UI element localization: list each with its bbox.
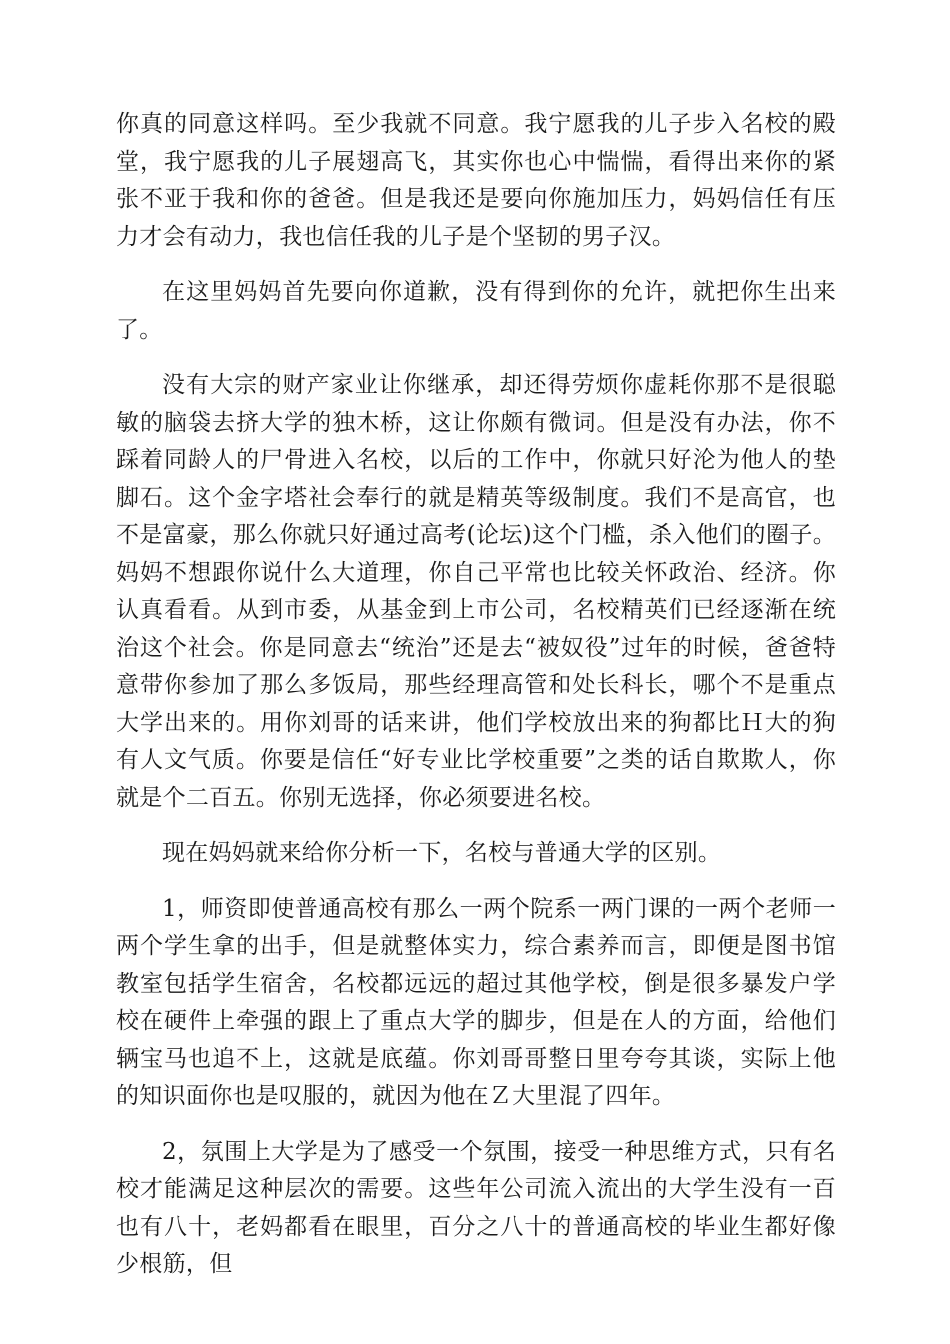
paragraph-6: 2，氛围上大学是为了感受一个氛围，接受一种思维方式，只有名校才能满足这种层次的需要。这些年公司流入流出的大学生没有一百也有八十，老妈都看在眼里，百分之八十的普通高校的毕业生都好像少根筋，但	[116, 1138, 836, 1277]
paragraph-5: 1，师资即使普通高校有那么一两个院系一两门课的一两个老师一两个学生拿的出手，但是就整体实力，综合素养而言，即便是图书馆教室包括学生宿舍，名校都远远的超过其他学校，倒是很多暴发户学校在硬件上牵强的跟上了重点大学的脚步，但是在人的方面，给他们辆宝马也追不上，这就是底蕴。你刘哥哥整日里夸夸其谈，实际上他的知识面你也是叹服的，就因为他在Ｚ大里混了四年。	[116, 895, 836, 1109]
document-page	[116, 106, 836, 1302]
paragraph-2: 在这里妈妈首先要向你道歉，没有得到你的允许，就把你生出来了。	[116, 279, 836, 343]
paragraph-4: 现在妈妈就来给你分析一下，名校与普通大学的区别。	[162, 840, 722, 866]
paragraph-1: 你真的同意这样吗。至少我就不同意。我宁愿我的儿子步入名校的殿堂，我宁愿我的儿子展翅高飞，其实你也心中惴惴，看得出来你的紧张不亚于我和你的爸爸。但是我还是要向你施加压力，妈妈信任有压力才会有动力，我也信任我的儿子是个坚韧的男子汉。	[116, 111, 836, 250]
paragraph-3: 没有大宗的财产家业让你继承，却还得劳烦你虚耗你那不是很聪敏的脑袋去挤大学的独木桥，这让你颇有微词。但是没有办法，你不踩着同龄人的尸骨进入名校，以后的工作中，你就只好沦为他人的垫脚石。这个金字塔社会奉行的就是精英等级制度。我们不是高官，也不是富豪，那么你就只好通过高考(论坛)这个门槛，杀入他们的圈子。妈妈不想跟你说什么大道理，你自己平常也比较关怀政治、经济。你认真看看。从到市委，从基金到上市公司，名校精英们已经逐渐在统治这个社会。你是同意去“统治”还是去“被奴役”过年的时候，爸爸特意带你参加了那么多饭局，那些经理高管和处长科长，哪个不是重点大学出来的。用你刘哥的话来讲，他们学校放出来的狗都比Ｈ大的狗有人文气质。你要是信任“好专业比学校重要”之类的话自欺欺人，你就是个二百五。你别无选择，你必须要进名校。	[116, 372, 836, 811]
